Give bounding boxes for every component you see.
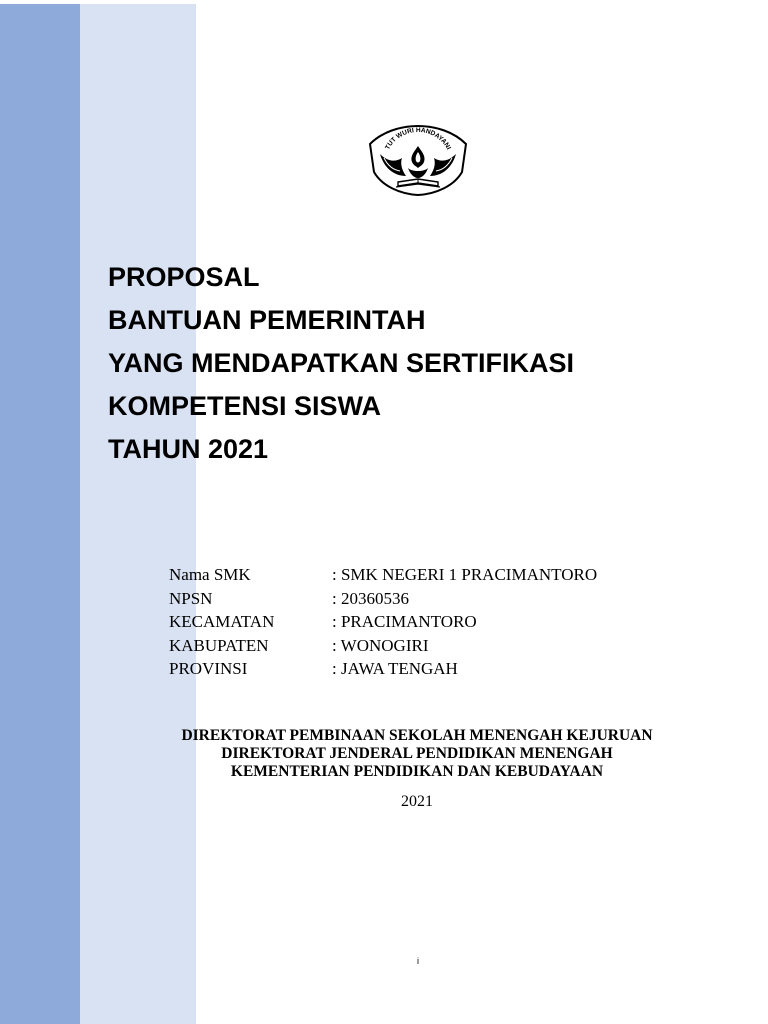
school-info-row xyxy=(169,587,597,611)
title-line: PROPOSAL xyxy=(108,262,260,292)
left-color-band-dark xyxy=(0,4,80,1024)
title-line: BANTUAN PEMERINTAH xyxy=(108,305,426,335)
institution-line: DIREKTORAT PEMBINAAN SEKOLAH MENENGAH KEJURUAN xyxy=(181,727,653,744)
school-info-row xyxy=(169,634,597,658)
school-info-label: KECAMATAN xyxy=(169,612,275,631)
school-info-value: : 20360536 xyxy=(332,588,409,608)
school-info-row xyxy=(169,610,597,634)
school-info-table xyxy=(169,563,597,681)
title-line: YANG MENDAPATKAN SERTIFIKASI xyxy=(108,348,575,378)
school-info-row xyxy=(169,657,597,681)
institution-line: DIREKTORAT JENDERAL PENDIDIKAN MENENGAH xyxy=(221,745,613,762)
page-number: i xyxy=(417,956,419,966)
tut-wuri-handayani-emblem xyxy=(364,124,472,196)
title-line: KOMPETENSI SISWA xyxy=(108,391,382,421)
school-info-label: PROVINSI xyxy=(169,659,248,678)
document-year: 2021 xyxy=(401,793,433,810)
school-info-value: : PRACIMANTORO xyxy=(332,612,477,631)
institution-block xyxy=(132,727,702,781)
institution-line: KEMENTERIAN PENDIDIKAN DAN KEBUDAYAAN xyxy=(230,763,604,780)
school-info-value: : SMK NEGERI 1 PRACIMANTORO xyxy=(332,565,598,584)
school-info-label: Nama SMK xyxy=(169,565,251,584)
emblem-icon xyxy=(364,124,472,196)
school-info-label: KABUPATEN xyxy=(169,635,269,655)
emblem-motto: TUT WURI HANDAYANI xyxy=(384,126,452,151)
proposal-title xyxy=(108,256,574,471)
school-info-label: NPSN xyxy=(169,588,213,608)
school-info-row xyxy=(169,563,597,587)
school-info-value: : WONOGIRI xyxy=(332,635,429,655)
left-color-band-light xyxy=(80,4,196,1024)
school-info-value: : JAWA TENGAH xyxy=(332,659,458,678)
title-line: TAHUN 2021 xyxy=(108,434,269,464)
